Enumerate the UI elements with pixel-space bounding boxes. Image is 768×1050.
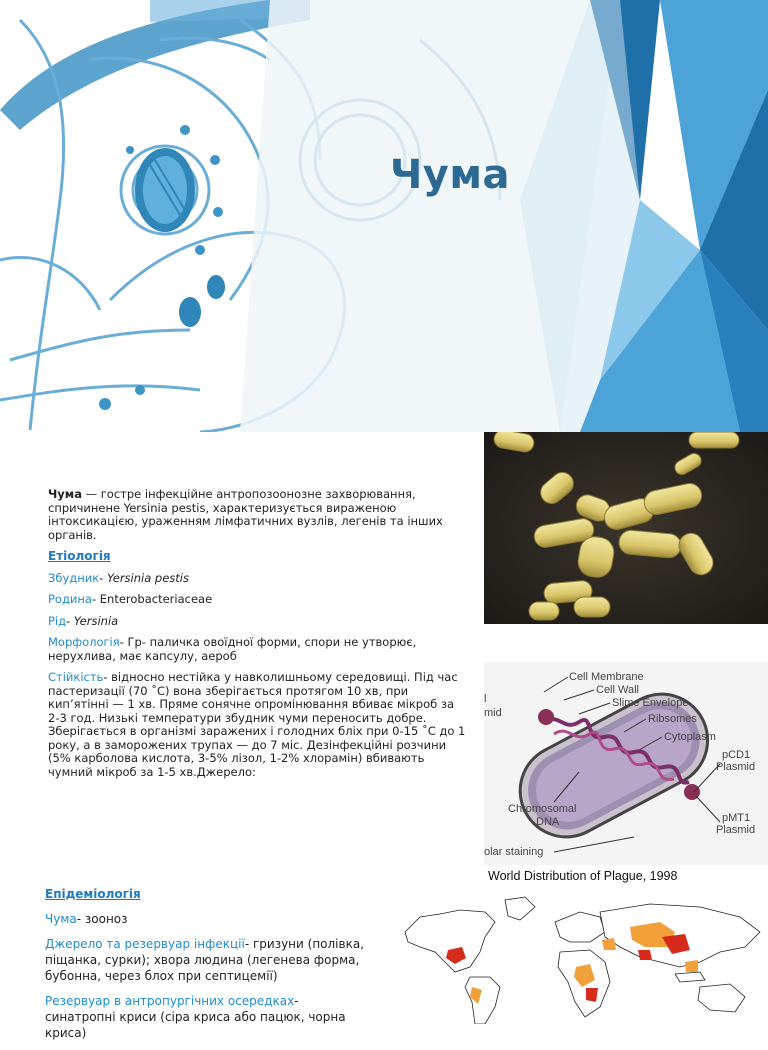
field-sep: - <box>103 670 112 684</box>
plague-doctor-illustration <box>0 0 768 432</box>
field-label: Рід <box>48 613 67 628</box>
field-value: зооноз <box>84 912 128 926</box>
field-morphology <box>48 636 468 663</box>
intro-paragraph <box>48 488 468 542</box>
field-value: Yersinia <box>73 613 119 628</box>
label-slime-envelope: Slime Envelope <box>612 697 689 709</box>
epi-field-source <box>45 936 365 984</box>
field-value: Гр- паличка овоїдної форми, спори не утворює, нерухлива, має капсулу, аероб <box>48 635 417 663</box>
label-chromosomal: Chromosomal <box>508 803 577 815</box>
label-left-1: l <box>484 693 487 705</box>
field-label: Резервуар в антропургічних осередках <box>45 994 295 1008</box>
field-value: гризуни (полівка, піщанка, сурки); хвора людина (легенева форма, бубонна, через блох при септицемії) <box>45 937 364 983</box>
field-value: Enterobacteriaceae <box>99 592 213 606</box>
etiology-heading-text[interactable]: Етіологія <box>48 549 111 563</box>
field-label: Стійкість <box>48 670 104 684</box>
epidemiology-heading[interactable] <box>45 886 365 902</box>
title-slide <box>0 0 768 432</box>
field-label: Морфологія <box>48 635 120 649</box>
field-sep: - <box>119 635 128 649</box>
field-sep: - <box>66 613 74 628</box>
label-pcd1-plasmid: Plasmid <box>716 761 756 773</box>
field-sep: - <box>244 937 253 951</box>
field-label: Джерело та резервуар інфекції <box>45 937 245 951</box>
etiology-heading[interactable] <box>48 550 468 564</box>
label-bipolar-staining: olar staining <box>484 846 544 858</box>
field-value: Yersinia pestis <box>106 570 189 585</box>
label-ribosomes: Ribsomes <box>648 713 697 725</box>
epidemiology-heading-text[interactable]: Епідеміологія <box>45 887 141 901</box>
field-sep: - <box>294 994 299 1008</box>
field-genus <box>48 615 468 629</box>
field-label: Чума <box>45 912 77 926</box>
world-plague-map <box>400 892 768 1024</box>
field-sep: - <box>76 912 85 926</box>
field-value: відносно нестійка у навколишньому середовищі. Під час пастеризації (70 ˚С) вона зберігається протягом 10 хв, при кип’ятінні — 1 хв. Пряме сонячне опромінювання вбиває мікроб за 2-3 год. Низькі температури збудник чуми переносить добре. Зберігається в організмі заражених і голодних бліх при 0-15 ˚С до 1 року, а в заморожених трупах — до 7 міс. Дезінфекційні розчини (5% карболова кислота, 3-5% лізол, 1-2% хлорамін) вбивають чумний мікроб за 1-5 хв.Джерело: <box>48 670 466 779</box>
field-pathogen <box>48 572 468 586</box>
label-cell-wall: Cell Wall <box>596 684 639 696</box>
label-dna: DNA <box>536 816 560 828</box>
intro-text: — гостре інфекційне антропозоонозне захворювання, спричинене Yersinia pestis, характеризується вираженою інтоксикацією, ураженням лімфатичних вузлів, легенів та інших органів. <box>48 487 443 542</box>
epi-field-reservoir <box>45 993 365 1041</box>
field-family <box>48 593 468 607</box>
field-label: Родина <box>48 592 92 606</box>
label-cell-membrane: Cell Membrane <box>569 671 644 683</box>
label-pcd1: pCD1 <box>722 749 751 761</box>
field-value: синатропні криси (сіра криса або пацюк, чорна криса) <box>45 1010 346 1040</box>
epi-field-plague <box>45 911 365 927</box>
field-resistance <box>48 671 468 779</box>
field-sep: - <box>99 570 107 585</box>
field-label: Збудник <box>48 570 100 585</box>
intro-term: Чума <box>48 487 82 501</box>
map-caption: World Distribution of Plague, 1998 <box>488 869 678 883</box>
article-body <box>48 488 468 787</box>
label-left-2: mid <box>484 707 502 719</box>
slide-title: Чума <box>389 152 511 198</box>
label-cytoplasm: Cytoplasm <box>664 731 716 743</box>
label-pmt1: pMT1 <box>722 812 751 824</box>
epidemiology-body <box>45 886 365 1050</box>
bacteria-micrograph <box>484 432 768 624</box>
field-sep: - <box>91 592 100 606</box>
bacterium-structure-diagram <box>484 662 768 865</box>
label-pmt1-plasmid: Plasmid <box>716 824 756 836</box>
